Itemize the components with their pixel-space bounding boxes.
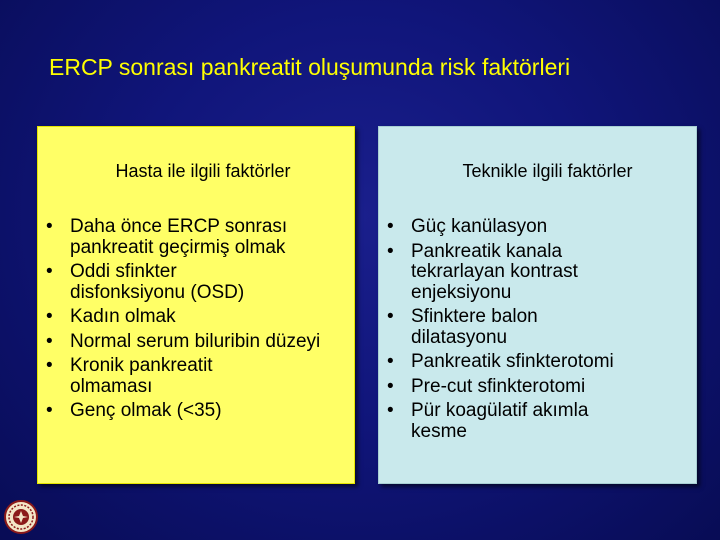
bullet-icon: • [387,400,394,421]
list-item-text: Pür koagülatif akımla kesme [411,400,589,442]
list-item-text: Kronik pankreatit olmaması [70,355,213,397]
university-seal-icon [4,500,38,534]
patient-factors-panel [37,126,355,484]
technique-factors-panel [378,126,697,484]
list-item [38,356,354,397]
list-item-text: Pankreatik kanala tekrarlayan kontrast enjeksiyonu [411,240,578,303]
bullet-icon: • [46,261,53,282]
list-item-text: Genç olmak (<35) [70,400,222,421]
bullet-icon: • [387,375,394,397]
list-item [38,217,354,258]
patient-factors-list [38,217,354,426]
list-item-text: Pre-cut sfinkterotomi [411,375,586,397]
list-item [38,262,354,303]
list-item-text: Kadın olmak [70,306,176,327]
list-item [38,332,354,353]
bullet-icon: • [46,216,53,237]
patient-factors-heading: Hasta ile ilgili faktörler [115,161,291,181]
list-item-text: Güç kanülasyon [411,216,548,237]
list-item [379,401,696,442]
list-item-text: Normal serum biluribin düzeyi [70,330,321,352]
list-item-text: Daha önce ERCP sonrası pankreatit geçirmiş olmak [70,216,288,258]
bullet-icon: • [46,400,53,421]
list-item [379,352,696,373]
bullet-icon: • [46,330,53,352]
technique-factors-list [379,217,696,446]
bullet-icon: • [387,306,394,327]
list-item-text: Sfinktere balon dilatasyonu [411,306,538,348]
bullet-icon: • [387,216,394,237]
technique-factors-heading: Teknikle ilgili faktörler [462,161,633,181]
list-item [379,217,696,238]
slide-title: ERCP sonrası pankreatit oluşumunda risk faktörleri [49,54,571,80]
list-item-text: Pankreatik sfinkterotomi [411,351,614,372]
bullet-icon: • [46,306,53,327]
list-item [38,307,354,328]
list-item [379,242,696,304]
list-item [379,377,696,398]
bullet-icon: • [387,351,394,372]
list-item-text: Oddi sfinkter disfonksiyonu (OSD) [70,261,245,303]
list-item [379,307,696,348]
bullet-icon: • [46,355,53,376]
bullet-icon: • [387,240,394,262]
list-item [38,401,354,422]
